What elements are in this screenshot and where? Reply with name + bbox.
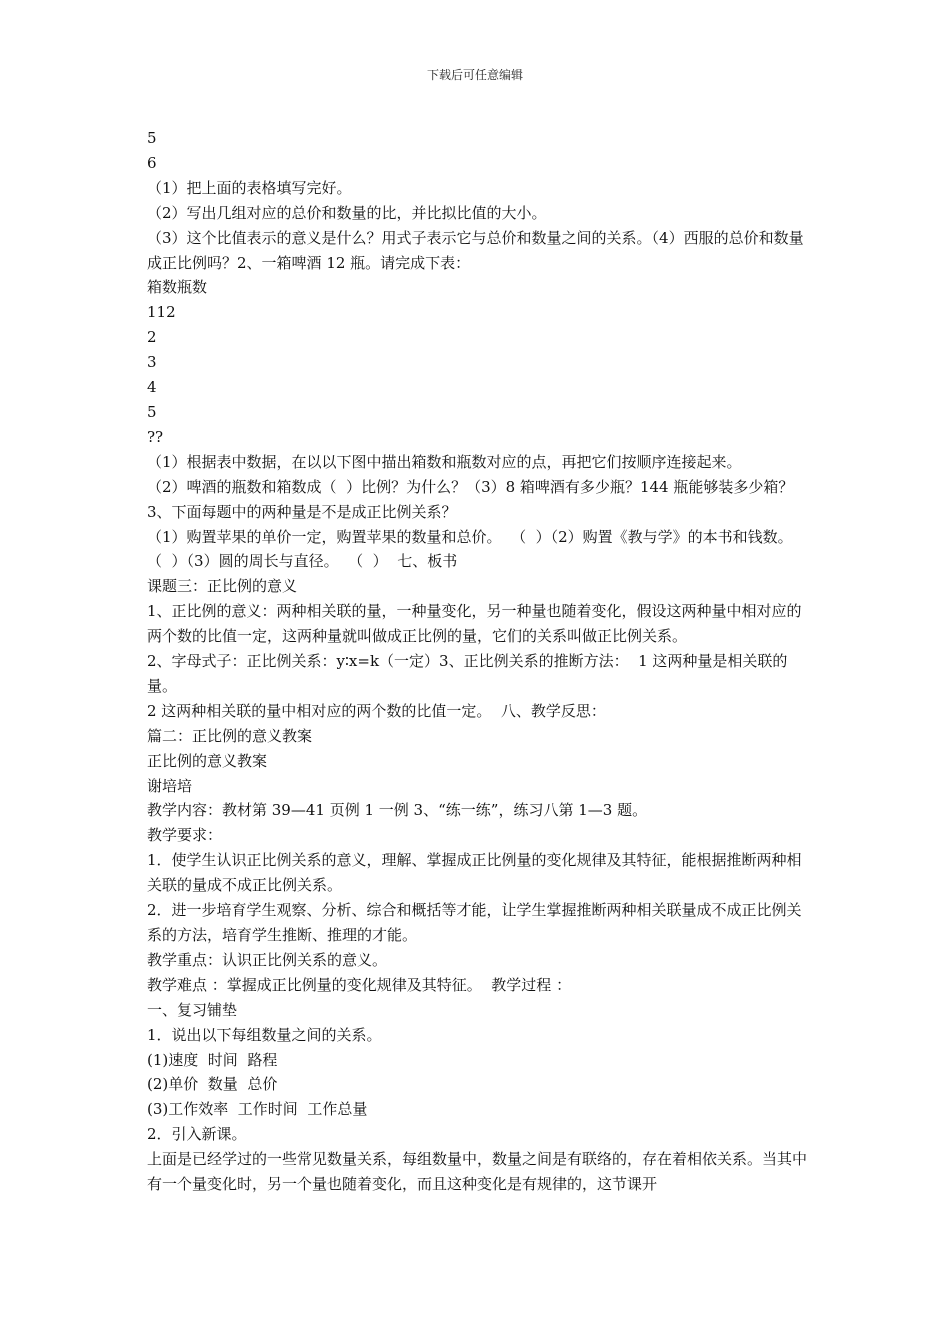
text-line: 教学要求： [147, 826, 223, 845]
text-line: 1、正比例的意义：两种相关联的量，一种量变化，另一种量也随着变化，假设这两种量中相对应的两个数的比值一定，这两种量就叫做成正比例的量，它们的关系叫做正比例关系。 [147, 602, 802, 646]
text-line: 2、字母式子：正比例关系：y∶x=k（一定）3、正比例关系的推断方法： 1 这两种量是相关联的量。 [147, 652, 788, 695]
page-header: 下载后可任意编辑 [426, 68, 523, 82]
text-line: 1．使学生认识正比例关系的意义，理解、掌握成正比例量的变化规律及其特征，能根据推断两种相关联的量成不成正比例关系。 [147, 851, 802, 895]
text-line: 教学内容：教材第 39—41 页例 1 一例 3、“练一练”，练习八第 1—3 题。 [147, 801, 648, 820]
text-line: (1)速度 时间 路程 [147, 1050, 278, 1069]
text-line: 5 [147, 129, 157, 147]
text-line: （3）这个比值表示的意义是什么？用式子表示它与总价和数量之间的关系。（4）西服的总价和数量成正比例吗？2、一箱啤酒 12 瓶。请完成下表： [147, 228, 804, 272]
text-line: 2 [147, 328, 157, 347]
text-line: 5 [147, 402, 157, 421]
text-line: 2 这两种相关联的量中相对应的两个数的比值一定。 八、教学反思： [147, 701, 606, 720]
text-line: 教学难点 ：掌握成正比例量的变化规律及其特征。 教学过程 ： [147, 975, 572, 994]
text-line: 3 [147, 353, 157, 372]
text-line: 正比例的意义教案 [147, 751, 268, 770]
text-line: 谢培培 [147, 776, 193, 795]
text-line: 4 [147, 378, 157, 397]
text-line: （1）购置苹果的单价一定，购置苹果的数量和总价。 （ ）（2）购置《教与学》的本书和钱数。 （ ）（3）圆的周长与直径。 （ ） 七、板书 [147, 527, 803, 571]
text-line: 2．进一步培育学生观察、分析、综合和概括等才能，让学生掌握推断两种相关联量成不成正比例关系的方法，培育学生推断、推理的才能。 [147, 901, 802, 944]
text-line: （2）写出几组对应的总价和数量的比，并比拟比值的大小。 [147, 203, 547, 222]
text-line: 6 [147, 153, 157, 172]
text-line: (3)工作效率 工作时间 工作总量 [147, 1100, 368, 1119]
text-line: 一、复习铺垫 [147, 1000, 238, 1019]
document-body [147, 126, 809, 1197]
text-line: 上面是已经学过的一些常见数量关系，每组数量中，数量之间是有联络的，存在着相依关系。当其中有一个量变化时，另一个量也随着变化，而且这种变化是有规律的，这节课开 [147, 1150, 808, 1194]
text-line: 篇二：正比例的意义教案 [147, 726, 313, 745]
text-line: 箱数瓶数 [147, 278, 208, 297]
text-line: (2)单价 数量 总价 [147, 1075, 278, 1094]
text-line: 1．说出以下每组数量之间的关系。 [147, 1025, 382, 1044]
text-line: ?? [147, 427, 164, 446]
text-line: （1）把上面的表格填写完好。 [147, 178, 352, 197]
text-line: 课题三：正比例的意义 [147, 577, 298, 596]
text-line: （1）根据表中数据，在以以下图中描出箱数和瓶数对应的点，再把它们按顺序连接起来。 [147, 452, 742, 471]
text-line: 2．引入新课。 [147, 1125, 247, 1144]
text-line: （2）啤酒的瓶数和箱数成（ ）比例？为什么？（3）8 箱啤酒有多少瓶？144 瓶能够装多少箱？3、下面每题中的两种量是不是成正比例关系？ [147, 477, 794, 521]
text-line: 112 [147, 303, 176, 322]
text-line: 教学重点：认识正比例关系的意义。 [147, 950, 388, 969]
